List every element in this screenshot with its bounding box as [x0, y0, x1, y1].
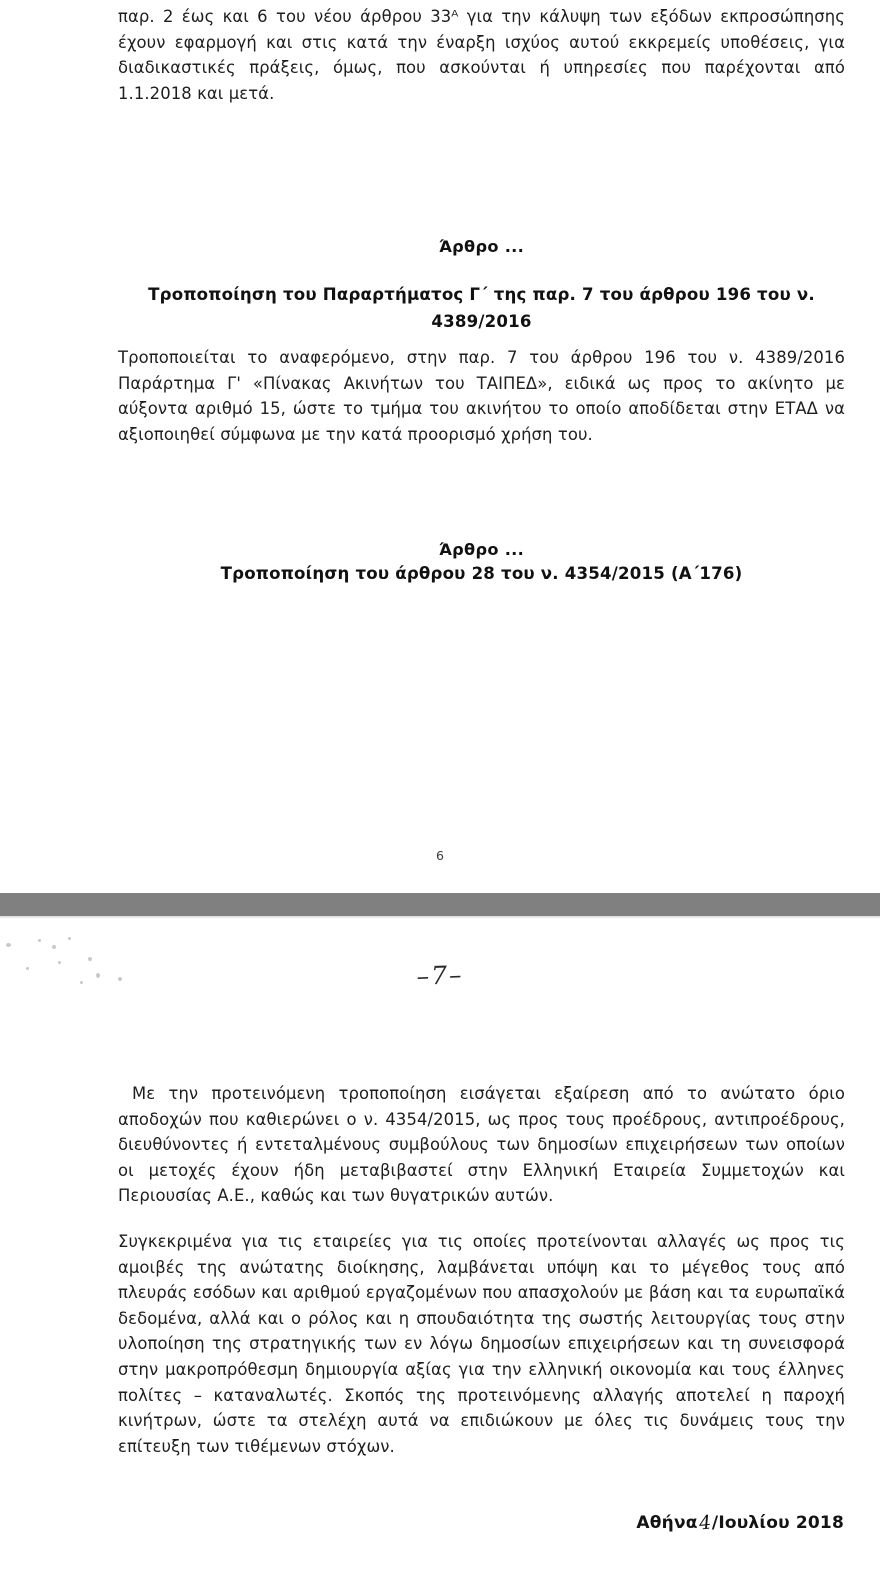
signature-separator: /: [711, 1513, 719, 1533]
paragraph-text: Τροποποιείται το αναφερόμενο, στην παρ. 7 του άρθρου 196 του ν. 4389/2016 Παράρτημα Γ' «Πίνακας Ακινήτων του ΤΑΙΠΕΔ», ειδικά ως προς το ακίνητο με αύξοντα αριθμό 15, ώστε το τμήμα του ακινήτου το οποίο αποδίδεται στην ΕΤΑΔ να αξιοποιηθεί σύμφωνα με την κατά προορισμό χρήση του.: [118, 348, 845, 444]
signature-handwritten-day: 4: [697, 1511, 713, 1535]
page-seven-handwritten-folio: –7–: [416, 960, 464, 991]
paragraph-text: Συγκεκριμένα για τις εταιρείες για τις οποίες προτείνονται αλλαγές ως προς τις αμοιβές της ανώτατης διοίκησης, λαμβάνεται υπόψη και το μέγεθος τους από πλευράς εσόδων και αριθμού εργαζομένων που απασχολούν με βάση και τα ευρωπαϊκά δεδομένα, αλλά και ο ρόλος και η σπουδαιότητα της σωστής λειτουργίας τους στην υλοποίηση της στρατηγικής των εν λόγω δημοσίων επιχειρήσεων και τη συνεισφορά στην μακροπρόθεσμη δημιουργία αξίας για την ελληνική οικονομία και τους έλληνες πολίτες – καταναλωτές. Σκοπός της προτεινόμενης αλλαγής αποτελεί η παροχή κινήτρων, ώστε τα στελέχη αυτά να επιδιώκουν με όλες τις δυνάμεις τους την επίτευξη των τιθέμενων στόχων.: [118, 1232, 845, 1456]
page-six-continued-paragraph: [118, 4, 845, 106]
paragraph-text: Με την προτεινόμενη τροποποίηση εισάγεται εξαίρεση από το ανώτατο όριο αποδοχών που καθιερώνει ο ν. 4354/2015, ως προς τους προέδρους, αντιπροέδρους, διευθύνοντες ή εντεταλμένους συμβούλους των δημοσίων επιχειρήσεων των οποίων οι μετοχές έχουν ήδη μεταβιβαστεί στην Ελληνική Εταιρεία Συμμετοχών και Περιουσίας Α.Ε., καθώς και των θυγατρικών αυτών.: [118, 1084, 845, 1206]
scan-separator-band: [0, 893, 880, 916]
article-one-title-line-1: Τροποποίηση του Παραρτήματος Γ΄ της παρ. 7 του άρθρου 196 του ν.: [148, 285, 815, 304]
article-one-label: Άρθρο ...: [438, 237, 525, 256]
paragraph-text: παρ. 2 έως και 6 του νέου άρθρου 33ᴬ για την κάλυψη των εξόδων εκπροσώπησης έχουν εφαρμογή και στις κατά την έναρξη ισχύος αυτού εκκρεμείς υποθέσεις, για διαδικαστικές πράξεις, όμως, που ασκούνται ή υπηρεσίες που παρέχονται από 1.1.2018 και μετά.: [118, 7, 845, 103]
signature-place-and-date: [636, 1511, 844, 1533]
article-one-title-line-2: 4389/2016: [431, 312, 532, 331]
page-seven-sheet: [0, 919, 880, 1574]
signature-month-year: Ιουλίου 2018: [718, 1513, 844, 1533]
article-two-label: Άρθρο ...: [438, 540, 525, 559]
page-seven-paragraph-2: [118, 1229, 845, 1459]
signature-city: Αθήνα: [636, 1513, 698, 1533]
article-one-body: [118, 345, 845, 447]
page-seven-paragraph-1: [118, 1081, 845, 1209]
page-six-folio-number: 6: [436, 848, 444, 863]
article-two-title-line-1: Τροποποίηση του άρθρου 28 του ν. 4354/2015 (Α΄176): [220, 564, 743, 583]
